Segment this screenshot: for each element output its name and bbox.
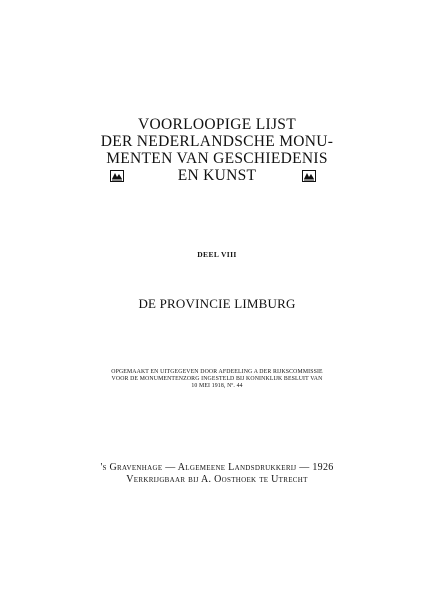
statement-line-2: VOOR DE MONUMENTENZORG INGESTELD BIJ KONINKLIJK BESLUIT VAN (111, 376, 323, 383)
volume-number: DEEL VIII (197, 250, 237, 259)
printer-ornament-icon (110, 170, 124, 182)
title-line-3: MENTEN VAN GESCHIEDENIS (106, 150, 328, 167)
printer-ornament-icon (302, 170, 316, 182)
title-line-4: EN KUNST (177, 167, 257, 184)
subtitle: DE PROVINCIE LIMBURG (138, 296, 296, 311)
imprint-line-1: 's Gravenhage — Algemeene Landsdrukkerij — 1926 (100, 462, 334, 473)
title-line-1: VOORLOOPIGE LIJST (138, 116, 296, 133)
book-title (0, 116, 434, 184)
imprint-line-2: Verkrijgbaar bij A. Oosthoek te Utrecht (126, 474, 308, 485)
title-line-4-row (0, 167, 434, 184)
imprint (0, 462, 434, 486)
publication-statement (0, 369, 434, 391)
title-line-2: DER NEDERLANDSCHE MONU- (100, 133, 334, 150)
statement-line-3: 10 MEI 1918, Nº. 44 (191, 383, 243, 390)
statement-line-1: OPGEMAAKT EN UITGEGEVEN DOOR AFDEELING A DER RIJKSCOMMISSIE (111, 369, 323, 375)
